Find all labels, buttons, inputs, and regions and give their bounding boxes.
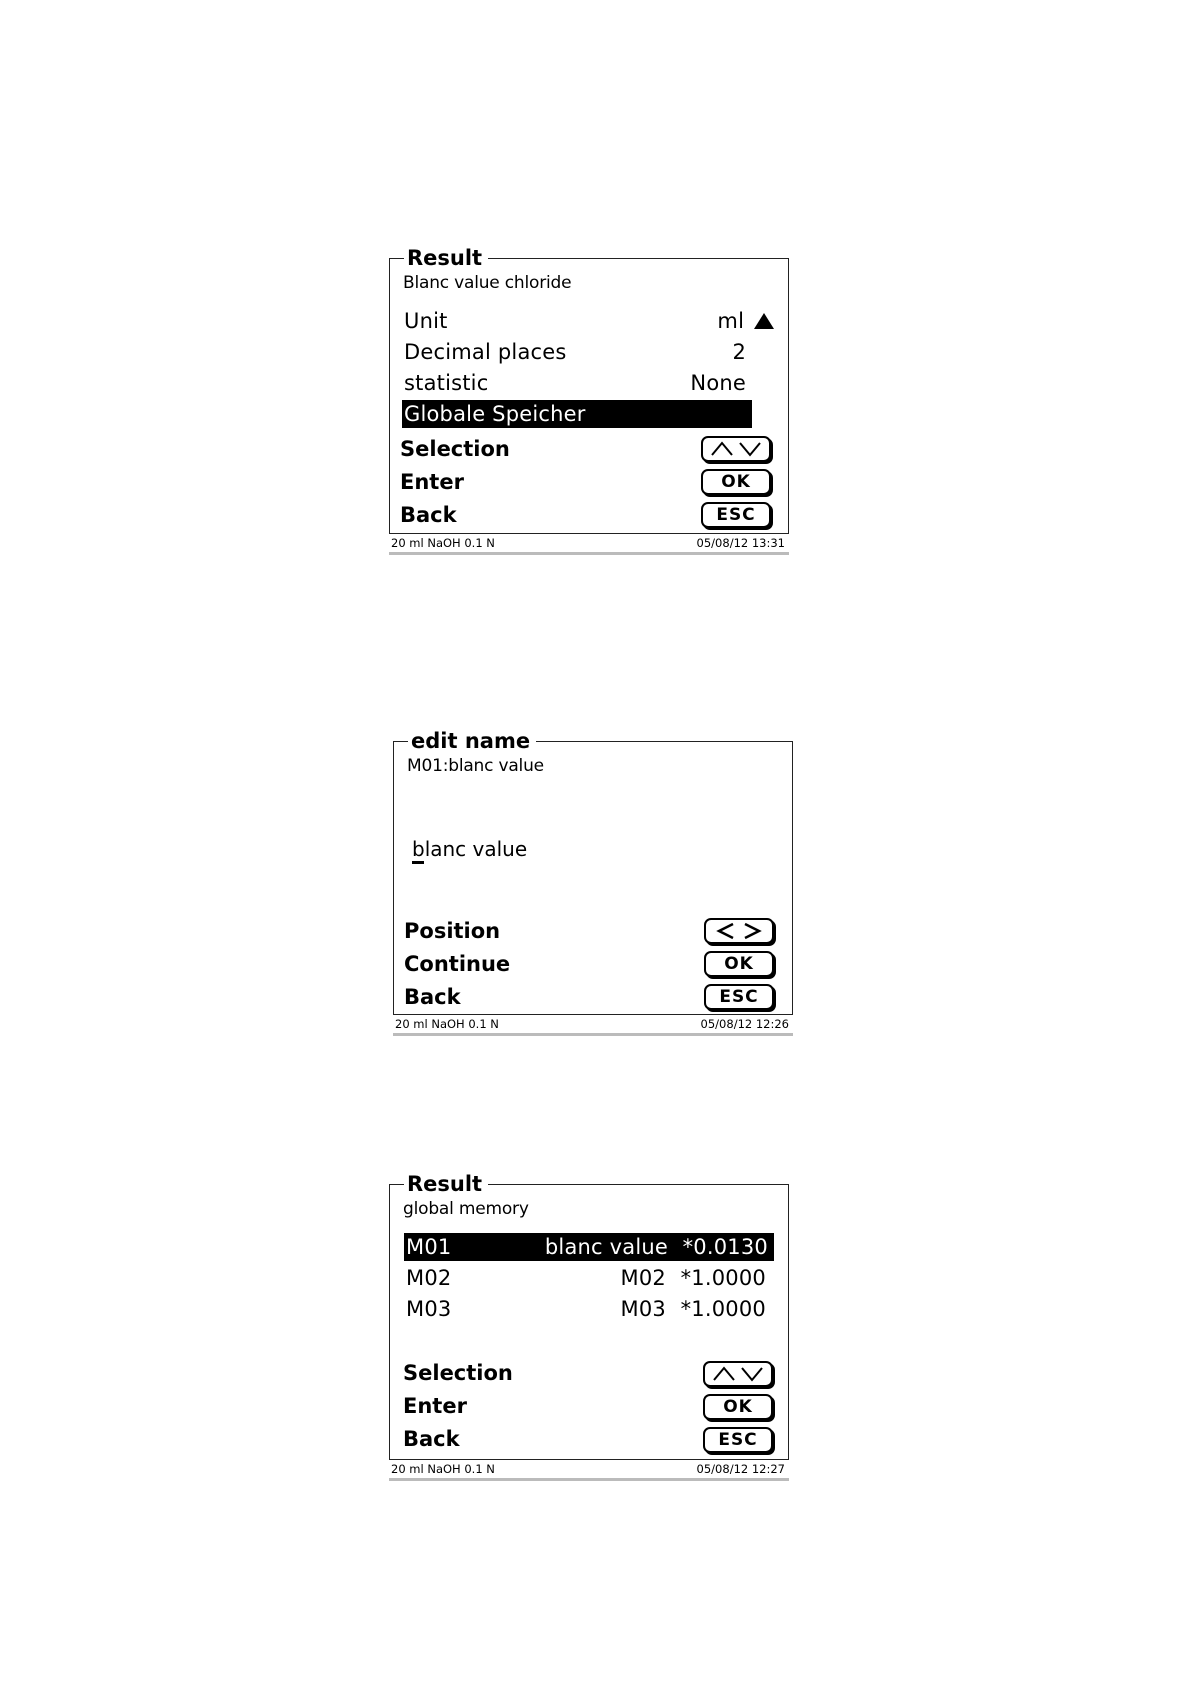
key-row-position (404, 916, 500, 946)
key-label: Back (404, 985, 461, 1009)
screen-title: edit name (408, 728, 536, 754)
screen-frame (389, 246, 789, 534)
left-right-arrows-icon (711, 922, 767, 940)
key-row-back (400, 500, 457, 530)
result-screen-blanc-value (389, 246, 809, 554)
screen-frame (389, 1172, 789, 1460)
esc-button[interactable]: ESC (704, 984, 774, 1010)
status-reagent: 20 ml NaOH 0.1 N (391, 536, 495, 550)
memory-value: *0.0130 (682, 1235, 768, 1259)
key-row-back (403, 1424, 460, 1454)
status-bar (393, 1015, 793, 1036)
edit-name-screen (393, 729, 813, 1037)
result-screen-global-memory (389, 1172, 809, 1480)
key-row-enter (403, 1391, 467, 1421)
text-cursor (412, 861, 424, 864)
key-label: Position (404, 919, 501, 943)
left-right-button[interactable] (704, 918, 774, 944)
memory-name: blanc value (544, 1235, 668, 1259)
menu-row-unit[interactable] (404, 307, 752, 335)
memory-name: M02 (620, 1266, 666, 1290)
row-value: ml (717, 309, 745, 333)
memory-value: *1.0000 (680, 1297, 766, 1321)
screen-subtitle: global memory (403, 1199, 529, 1219)
up-down-arrows-icon (710, 1365, 766, 1383)
row-label: Globale Speicher (404, 402, 586, 426)
status-datetime: 05/08/12 12:26 (700, 1017, 789, 1031)
key-label: Continue (404, 952, 511, 976)
screen-subtitle: Blanc value chloride (403, 273, 572, 293)
memory-id: M02 (406, 1266, 452, 1290)
ok-button[interactable]: OK (703, 1394, 773, 1420)
key-label: Back (400, 503, 457, 527)
up-down-button[interactable] (703, 1361, 773, 1387)
key-row-selection (400, 434, 510, 464)
screen-title: Result (404, 1171, 488, 1197)
up-down-button[interactable] (701, 436, 771, 462)
row-label: Unit (404, 309, 448, 333)
memory-row[interactable] (406, 1264, 774, 1292)
key-row-selection (403, 1358, 513, 1388)
key-label: Back (403, 1427, 460, 1451)
memory-value: *1.0000 (680, 1266, 766, 1290)
key-row-continue (404, 949, 510, 979)
menu-row-decimal-places[interactable] (404, 338, 752, 366)
status-reagent: 20 ml NaOH 0.1 N (395, 1017, 499, 1031)
row-value: None (690, 371, 746, 395)
memory-row[interactable] (406, 1295, 774, 1323)
ok-button[interactable]: OK (701, 469, 771, 495)
key-label: Enter (400, 470, 464, 494)
status-bar (389, 1460, 789, 1481)
memory-row-selected[interactable] (404, 1233, 774, 1261)
esc-button[interactable]: ESC (701, 502, 771, 528)
key-label: Selection (403, 1361, 513, 1385)
memory-name: M03 (620, 1297, 666, 1321)
menu-row-statistic[interactable] (404, 369, 752, 397)
key-label: Selection (400, 437, 510, 461)
up-down-arrows-icon (708, 440, 764, 458)
key-row-enter (400, 467, 464, 497)
status-datetime: 05/08/12 13:31 (696, 536, 785, 550)
screen-title: Result (404, 245, 488, 271)
row-label: statistic (404, 371, 489, 395)
key-row-back (404, 982, 461, 1012)
menu-row-globale-speicher-selected[interactable] (402, 400, 752, 428)
status-reagent: 20 ml NaOH 0.1 N (391, 1462, 495, 1476)
name-input-field[interactable]: blanc value (412, 837, 528, 861)
status-bar (389, 534, 789, 555)
memory-id: M01 (406, 1235, 452, 1259)
row-value: 2 (732, 340, 746, 364)
scroll-up-triangle-icon (754, 313, 774, 329)
status-datetime: 05/08/12 12:27 (696, 1462, 785, 1476)
row-label: Decimal places (404, 340, 567, 364)
ok-button[interactable]: OK (704, 951, 774, 977)
memory-id: M03 (406, 1297, 452, 1321)
esc-button[interactable]: ESC (703, 1427, 773, 1453)
screen-frame (393, 729, 793, 1015)
screen-subtitle: M01:blanc value (407, 756, 544, 776)
key-label: Enter (403, 1394, 467, 1418)
